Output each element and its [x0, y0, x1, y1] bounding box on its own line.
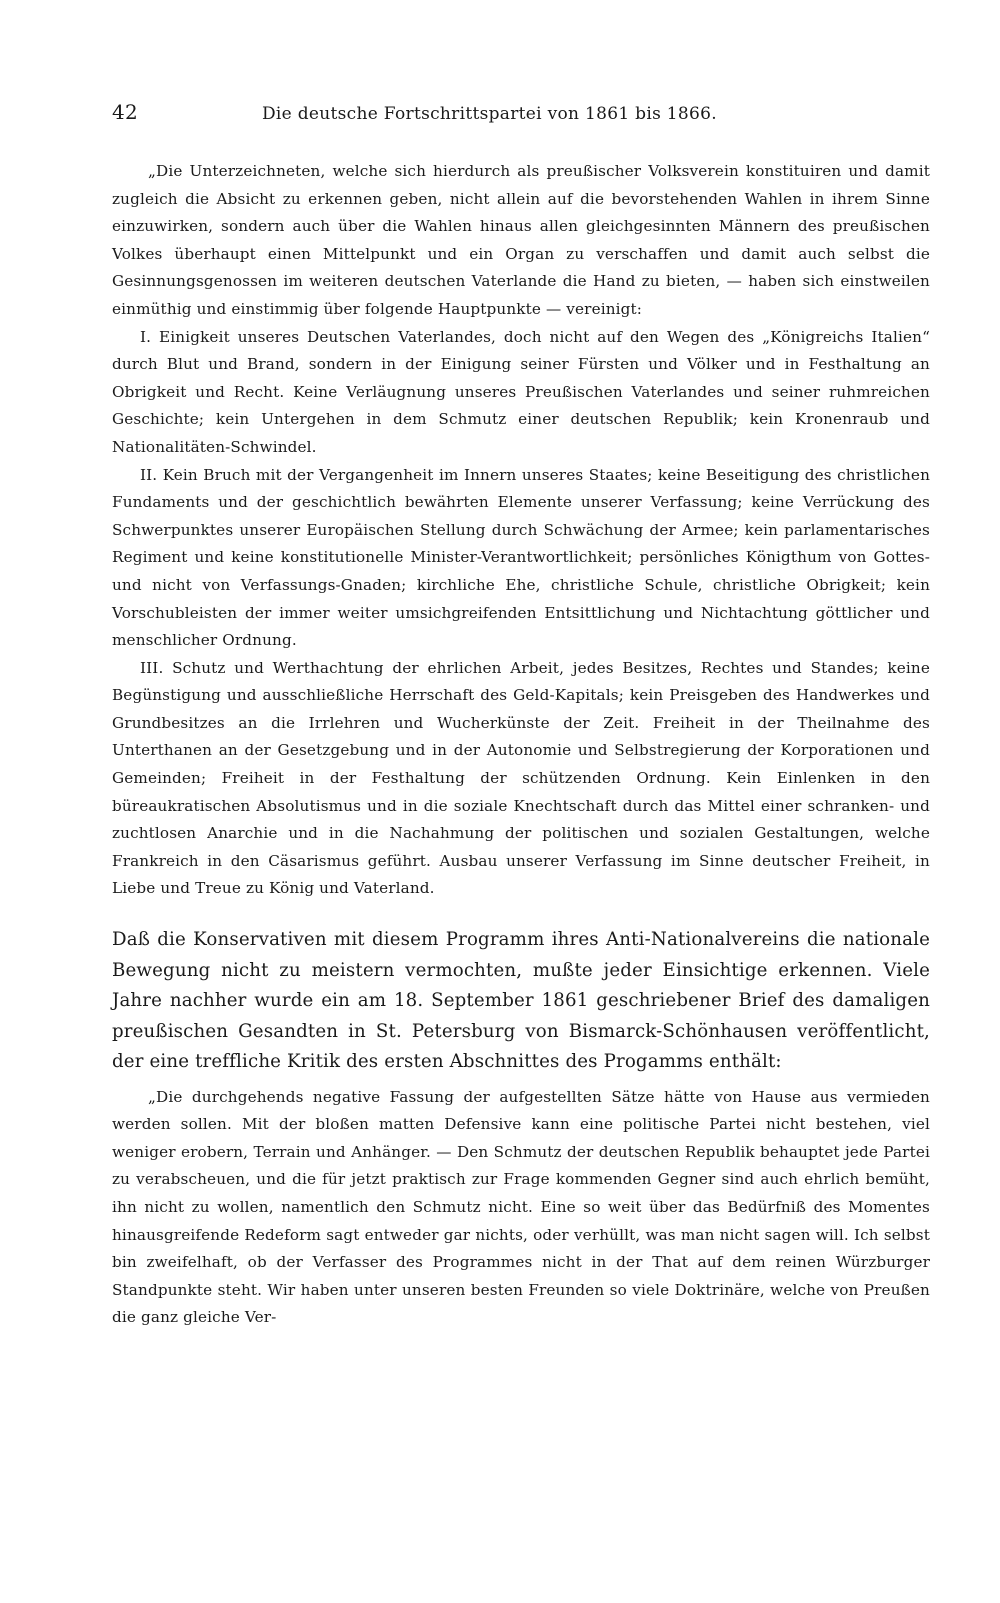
program-quote — [112, 158, 930, 903]
page-number: 42 — [112, 100, 139, 124]
running-head — [112, 100, 930, 124]
letter-quote-paragraph: „Die durchgehends negative Fassung der aufgestellten Sätze hätte von Hause aus vermieden werden sollen. Mit der bloßen matten Defensive kann eine politische Partei nicht bestehen, viel weniger erobern, Terrain und Anhänger. — Den Schmutz der deutschen Republik behauptet jede Partei zu verabscheuen, und die für jetzt praktisch zur Frage kommenden Gegner sind auch ehrlich bemüht, ihn nicht zu wollen, namentlich den Schmutz nicht. Eine so weit über das Bedürfniß des Momentes hinausgreifende Redeform sagt entweder gar nichts, oder verhüllt, was man nicht sagen will. Ich selbst bin zweifelhaft, ob der Verfasser des Programmes nicht in der That auf dem reinen Würzburger Standpunkte steht. Wir haben unter unseren besten Freunden so viele Doktrinäre, welche von Preußen die ganz gleiche Ver- — [112, 1087, 930, 1327]
letter-quote — [112, 1084, 930, 1332]
body-paragraph: Daß die Konservativen mit diesem Programm ihres Anti-Nationalvereins die nationale Bewegung nicht zu meistern vermochten, mußte jeder Einsichtige erkennen. Viele Jahre nachher wurde ein am 18. September 1861 geschriebener Brief des damaligen preußischen Gesandten in St. Petersburg von Bismarck-Schönhausen veröffentlicht, der eine treffliche Kritik des ersten Abschnittes des Progamms enthält: — [112, 929, 930, 1073]
body-text — [112, 925, 930, 1078]
program-point-2: II. Kein Bruch mit der Vergangenheit im Innern unseres Staates; keine Beseitigung des christlichen Fundaments und der geschichtlich bewährten Elemente unserer Verfassung; keine Verrückung des Schwerpunktes unserer Europäischen Stellung durch Schwächung der Armee; kein parlamentarisches Regiment und keine konstitutionelle Minister-Verantwortlichkeit; persönliches Königthum von Gottes- und nicht von Verfassungs-Gnaden; kirchliche Ehe, christliche Schule, christliche Obrigkeit; kein Vorschubleisten der immer weiter umsichgreifenden Entsittlichung und Nichtachtung göttlicher und menschlicher Ordnung. — [112, 465, 930, 650]
program-intro-paragraph: „Die Unterzeichneten, welche sich hierdurch als preußischer Volksverein konstituiren und damit zugleich die Absicht zu erkennen geben, nicht allein auf die bevorstehenden Wahlen in ihrem Sinne einzuwirken, sondern auch über die Wahlen hinaus allen gleichgesinnten Männern des preußischen Volkes überhaupt einen Mittelpunkt und ein Organ zu verschaffen und damit auch selbst die Gesinnungsgenossen im weiteren deutschen Vaterlande die Hand zu bieten, — haben sich einstweilen einmüthig und einstimmig über folgende Hauptpunkte — vereinigt: — [112, 162, 930, 318]
running-title: Die deutsche Fortschrittspartei von 1861 bis 1866. — [262, 104, 717, 124]
program-point-3: III. Schutz und Werthachtung der ehrlichen Arbeit, jedes Besitzes, Rechtes und Standes; keine Begünstigung und ausschließliche Herrschaft des Geld-Kapitals; kein Preisgeben des Handwerkes und Grundbesitzes an die Irrlehren und Wucherkünste der Zeit. Freiheit in der Theilnahme des Unterthanen an der Gesetzgebung und in der Autonomie und Selbstregierung der Korporationen und Gemeinden; Freiheit in der Festhaltung der schützenden Ordnung. Kein Einlenken in den büreaukratischen Absolutismus und in die soziale Knechtschaft durch das Mittel einer schranken- und zuchtlosen Anarchie und in die Nachahmung der politischen und sozialen Gestaltungen, welche Frankreich in den Cäsarismus geführt. Ausbau unserer Verfassung im Sinne deutscher Freiheit, in Liebe und Treue zu König und Vaterland. — [112, 658, 930, 898]
program-point-1: I. Einigkeit unseres Deutschen Vaterlandes, doch nicht auf den Wegen des „Königreichs Italien“ durch Blut und Brand, sondern in der Einigung seiner Fürsten und Völker und in Festhaltung an Obrigkeit und Recht. Keine Verläugnung unseres Preußischen Vaterlandes und seiner ruhmreichen Geschichte; kein Untergehen in dem Schmutz einer deutschen Republik; kein Kronenraub und Nationalitäten-Schwindel. — [112, 327, 930, 456]
